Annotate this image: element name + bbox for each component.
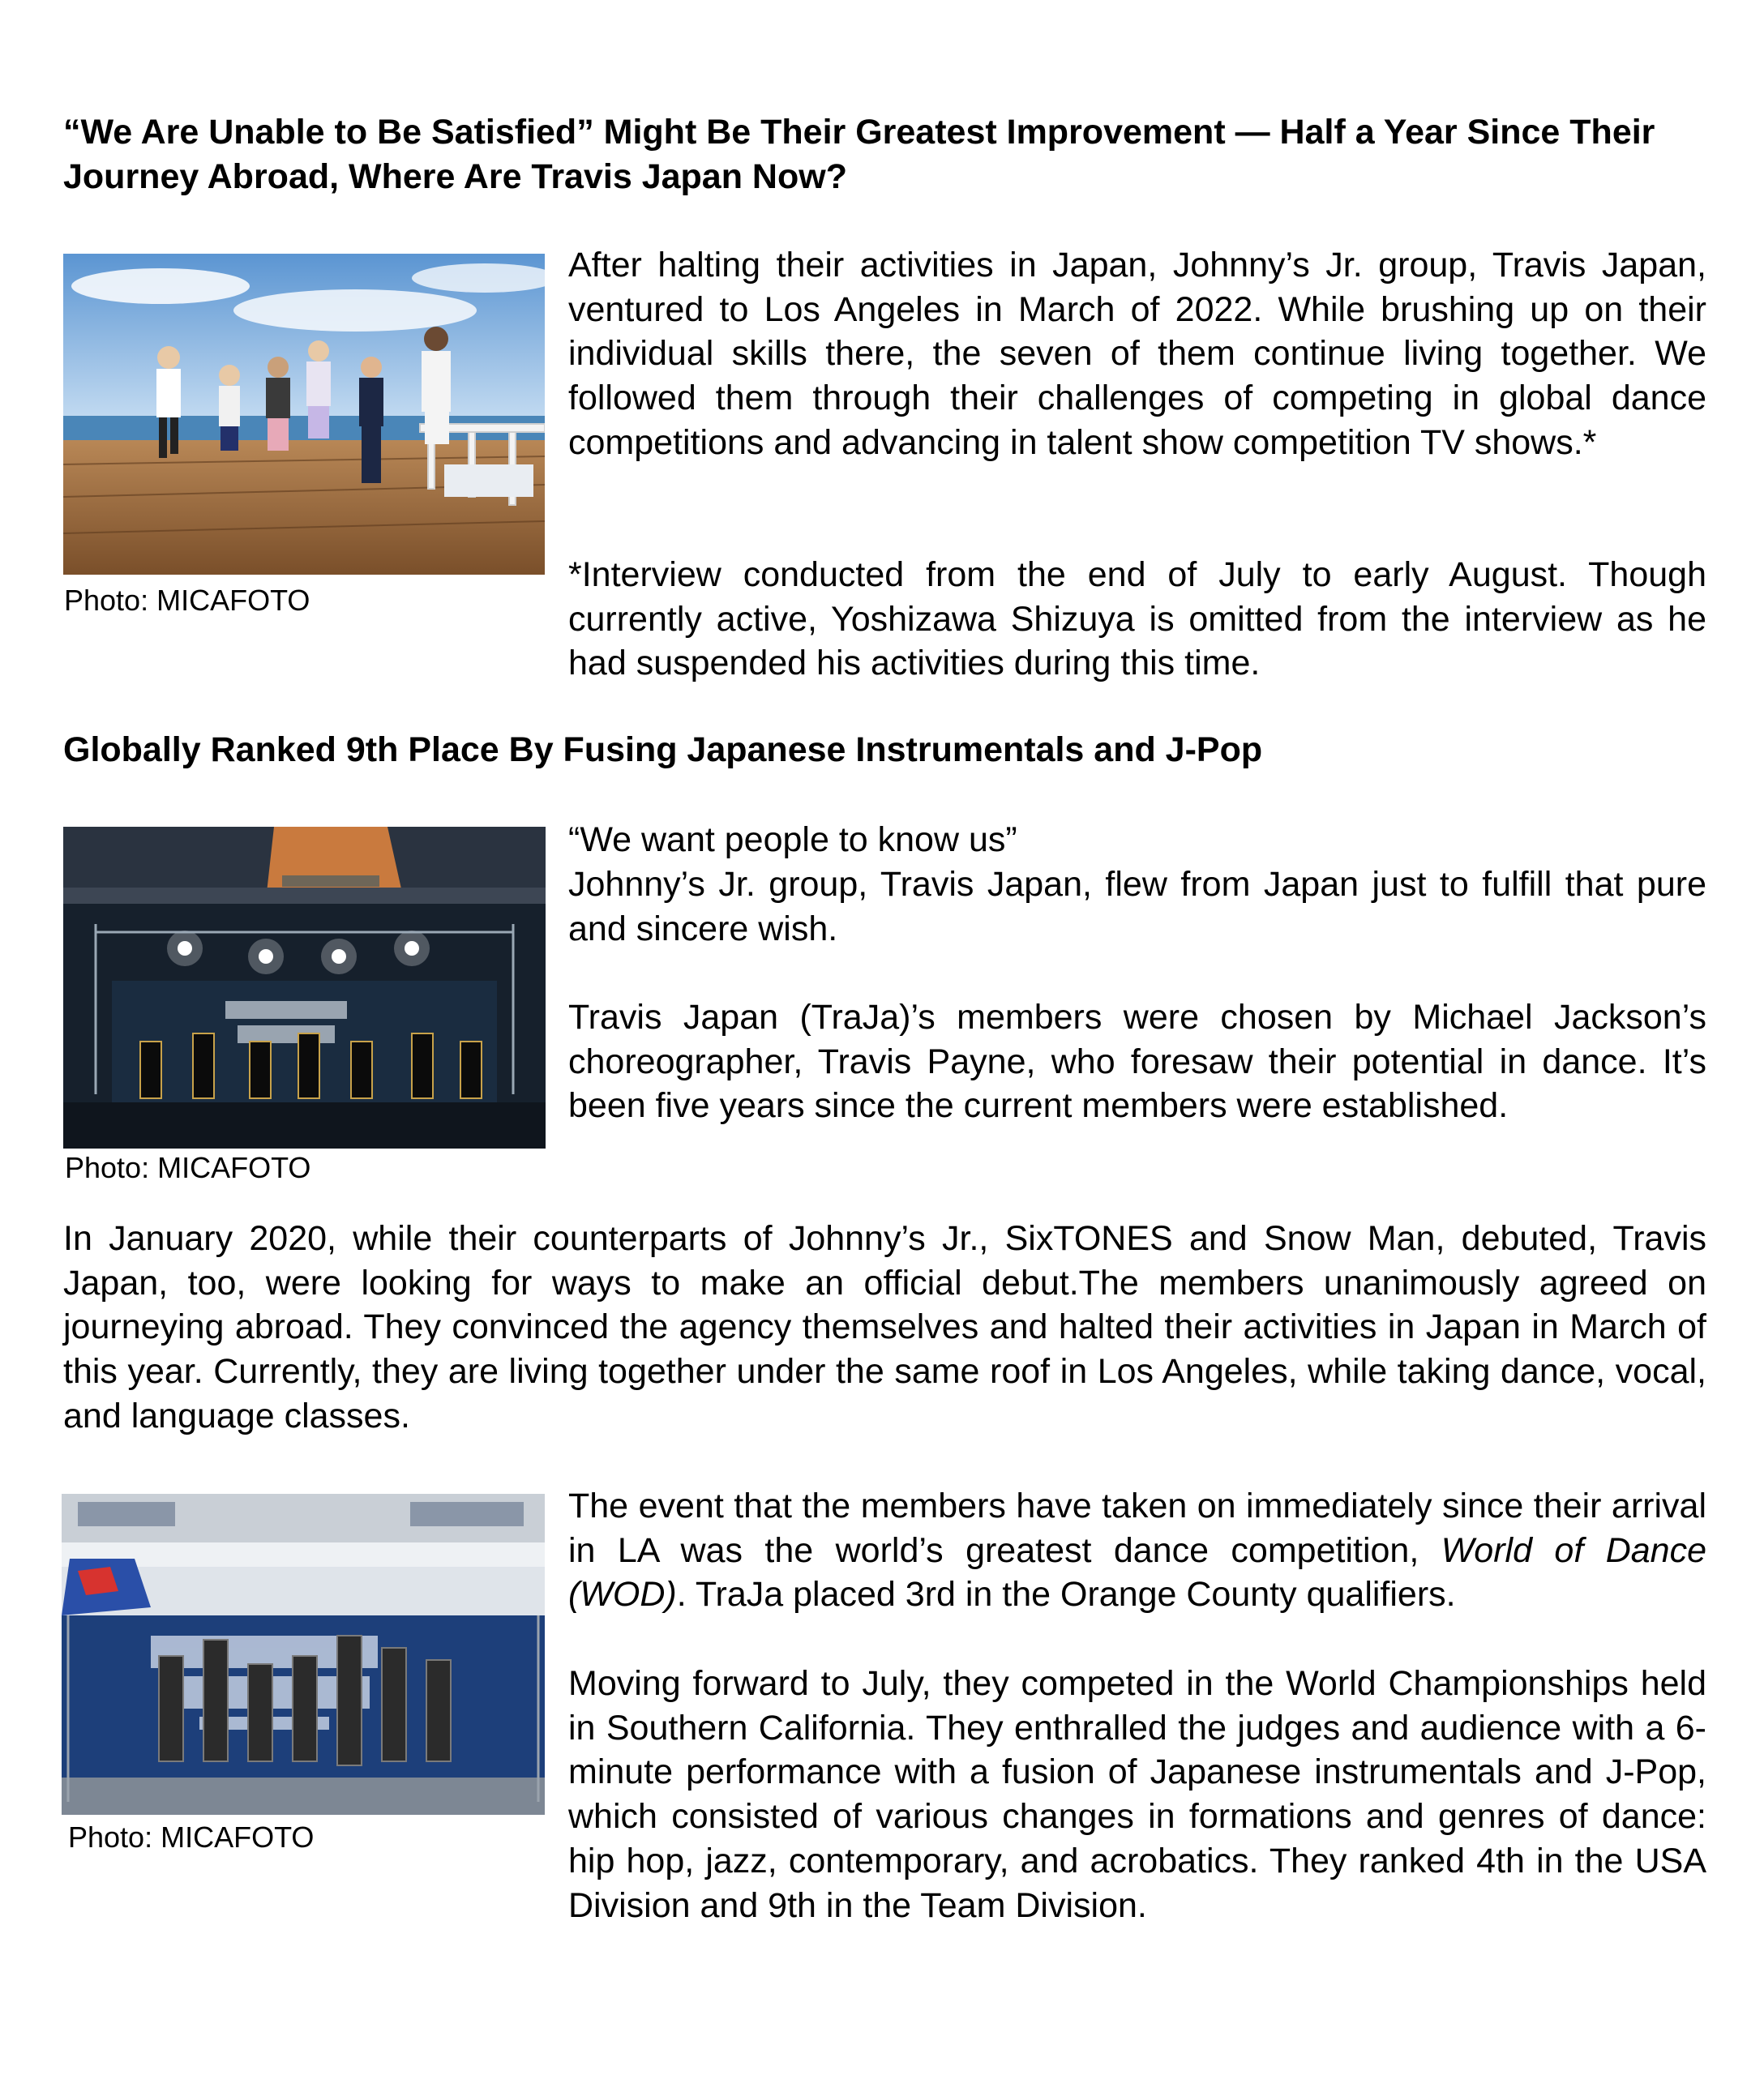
section3-paragraph-1 [568,1484,1706,1617]
section3-paragraph-2: Moving forward to July, they competed in the World Championships held in Southern California. They enthralled the judges and audience with a 6-minute performance with a fusion of Japanese instrumentals and J-Pop, which consisted of various changes in formations and genres of dance: hip hop, jazz, contemporary, and acrobatics. They ranked 4th in the USA Division and 9th in the Team Division. [568,1664,1706,1925]
section3-event-name: World of Dance (WOD) [568,1530,1706,1615]
pier-photo-illustration [63,254,545,575]
section2-quote: “We want people to know us” [568,820,1017,859]
section2-paragraph-1: Johnny’s Jr. group, Travis Japan, flew from Japan just to fulfill that pure and sincere wish. [568,865,1706,948]
section3-paragraph-1-start: The event that the members have taken on immediately since their arrival in LA was the world’s greatest dance competition, [568,1487,1706,1570]
section2-heading: Globally Ranked 9th Place By Fusing Japanese Instrumentals and J-Pop [63,730,1263,769]
photo-pier-jump [63,254,545,575]
photo-caption-1: Photo: MICAFOTO [64,584,310,617]
mall-photo-illustration [62,1494,545,1815]
photo-stage-performance [63,827,546,1149]
section2-paragraph-2: Travis Japan (TraJa)’s members were chosen by Michael Jackson’s choreographer, Travis Payne, who foresaw their potential in dance. It’s been five years since the current members were established. [568,998,1706,1126]
photo-mall-stage [62,1494,545,1815]
section1-paragraph-2: *Interview conducted from the end of July to early August. Though currently active, Yoshizawa Shizuya is omitted from the interview as he had suspended his activities during this time. [568,555,1706,683]
section2-paragraph-3: In January 2020, while their counterparts of Johnny’s Jr., SixTONES and Snow Man, debuted, Travis Japan, too, were looking for ways to make an official debut.The members unanimously agreed on journeying abroad. They convinced the agency themselves and halted their activities in Japan in March of this year. Currently, they are living together under the same roof in Los Angeles, while taking dance, vocal, and language classes. [63,1219,1706,1435]
photo-caption-3: Photo: MICAFOTO [68,1820,315,1854]
article-title: “We Are Unable to Be Satisfied” Might Be Their Greatest Improvement — Half a Year Since Their Journey Abroad, Where Are Travis Japan Now? [63,113,1655,196]
photo-caption-2: Photo: MICAFOTO [65,1151,311,1184]
section1-paragraph-1: After halting their activities in Japan, Johnny’s Jr. group, Travis Japan, ventured to Los Angeles in March of 2022. While brushing up on their individual skills there, the seven of them continue living together. We followed them through their challenges of competing in global dance competitions and advancing in talent show competition TV shows.* [568,246,1706,462]
section3-paragraph-1-end: . TraJa placed 3rd in the Orange County qualifiers. [676,1575,1456,1615]
stage-photo-illustration [63,827,546,1149]
